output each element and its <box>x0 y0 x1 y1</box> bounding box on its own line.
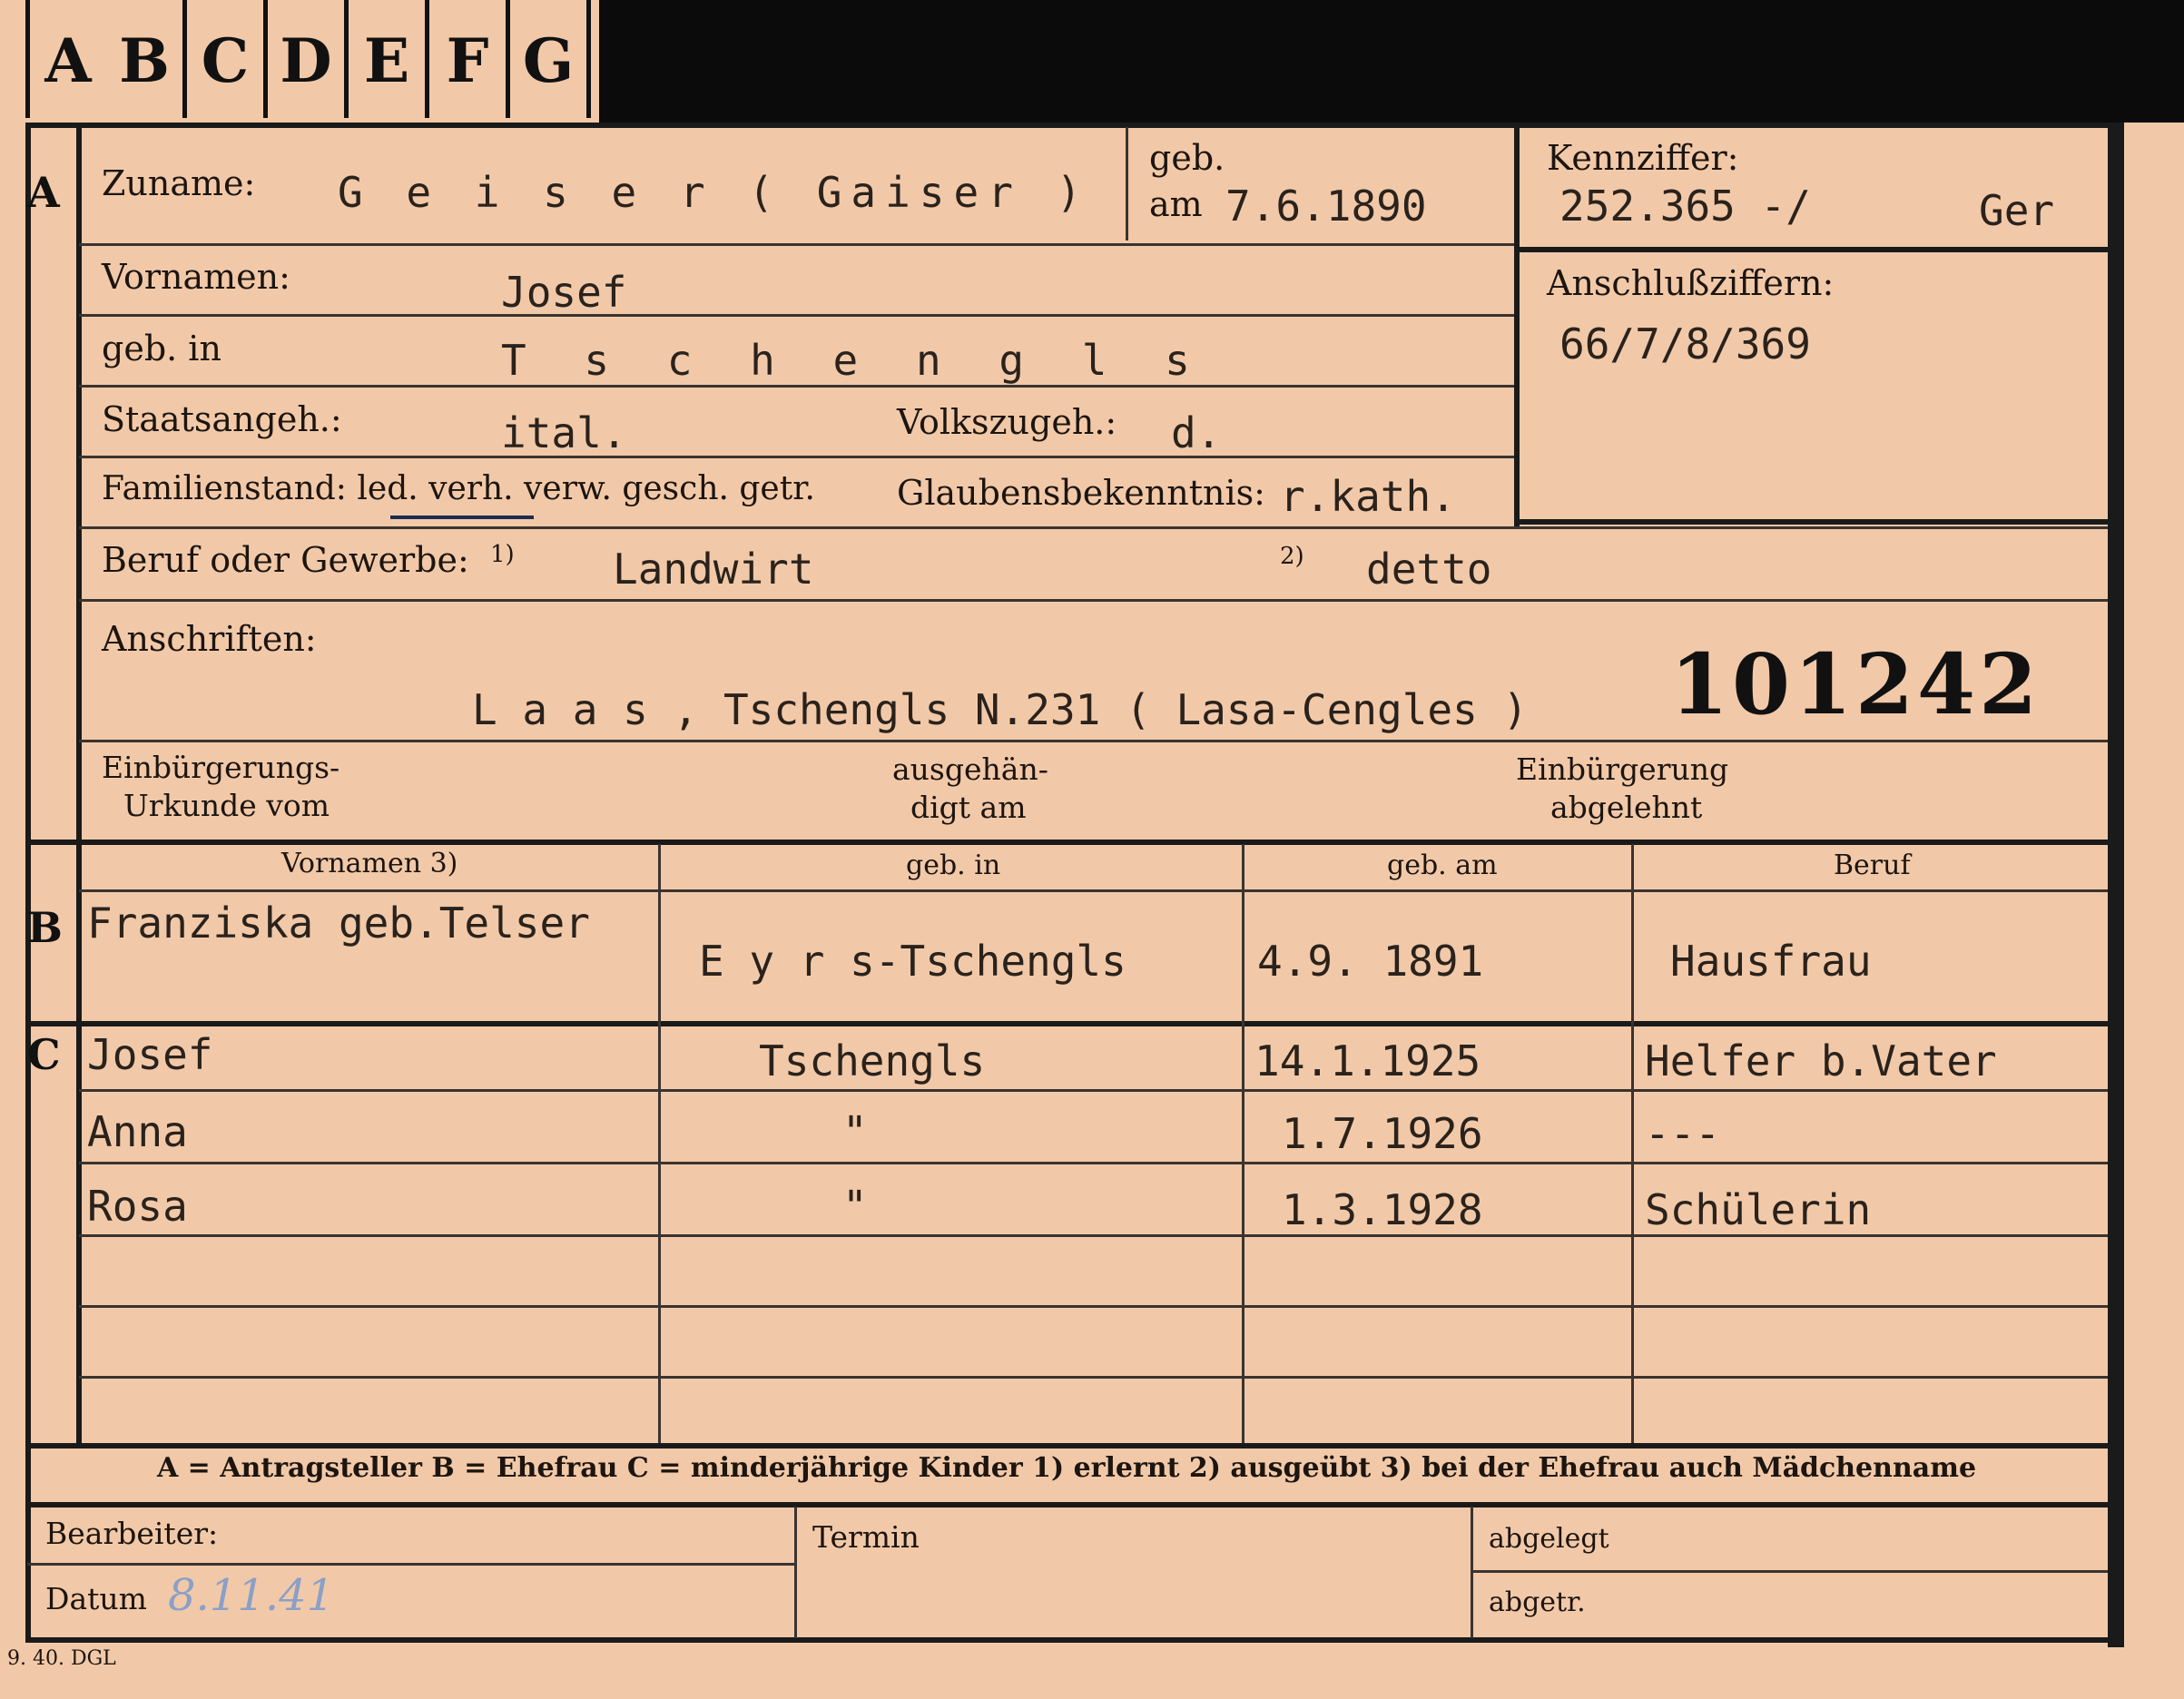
spouse-name: Franziska geb.Telser <box>87 899 590 948</box>
naturalization-certificate-label-1: Einbürgerungs- <box>102 750 340 785</box>
surname-label: Zuname: <box>102 163 256 203</box>
occupation-footnote-1: 1) <box>490 541 515 568</box>
child-2-name: Anna <box>87 1107 188 1156</box>
table-row-line <box>79 1089 2108 1092</box>
marital-status-underline <box>390 516 534 519</box>
child-2-occupation: --- <box>1645 1109 1721 1158</box>
anschlussziffern-label: Anschlußziffern: <box>1547 263 1835 303</box>
deadline-label: Termin <box>812 1519 920 1555</box>
child-1-birth-date: 14.1.1925 <box>1254 1036 1481 1085</box>
row-line <box>79 385 1514 388</box>
citizenship-label: Staatsangeh.: <box>102 399 342 439</box>
tab-a[interactable]: A <box>25 0 111 118</box>
legend-text: A = Antragsteller B = Ehefrau C = minderjährige Kinder 1) erlernt 2) ausgeübt 3) bei der Ehefrau auch Mädchenname <box>156 1452 1977 1484</box>
posted-on-label-1: ausgehän- <box>892 751 1048 787</box>
divider <box>1126 127 1128 241</box>
kennziffer-box-left <box>1514 127 1520 526</box>
row-line <box>79 740 2108 742</box>
row-line <box>79 456 1514 458</box>
birthplace-label: geb. in <box>102 329 221 368</box>
filed-label: abgelegt <box>1489 1523 1609 1555</box>
kennziffer-box-divider <box>1514 247 2108 252</box>
processor-label: Bearbeiter: <box>45 1516 219 1551</box>
row-line <box>79 526 2108 529</box>
child-2-birthplace: " <box>842 1107 868 1156</box>
naturalization-rejected-label-2: abgelehnt <box>1550 790 1703 825</box>
tab-c[interactable]: C <box>187 0 268 118</box>
table-col-divider <box>1631 844 1634 1443</box>
kennziffer-value: 252.365 -/ <box>1559 182 1811 231</box>
legend-bottom <box>25 1502 2108 1507</box>
removed-label: abgetr. <box>1489 1586 1586 1618</box>
birth-date-label-geb: geb. <box>1149 138 1225 178</box>
spouse-occupation: Hausfrau <box>1670 937 1872 986</box>
col-header-occupation: Beruf <box>1834 850 1911 881</box>
section-b-top <box>25 840 2108 845</box>
kennziffer-suffix: Ger <box>1979 186 2055 235</box>
tab-f[interactable]: F <box>429 0 510 118</box>
religion-label: Glaubensbekenntnis: <box>897 473 1265 513</box>
ethnicity-value: d. <box>1171 408 1222 457</box>
child-3-occupation: Schülerin <box>1645 1185 1872 1234</box>
occupation-learned-value: Landwirt <box>613 545 814 594</box>
col-header-birthplace: geb. in <box>906 850 1001 881</box>
surname-value: G e i s e r ( Gaiser ) <box>338 168 1091 217</box>
birthplace-value: T s c h e n g l s <box>501 336 1206 385</box>
spouse-birth-date: 4.9. 1891 <box>1257 937 1484 986</box>
section-divider <box>76 123 82 1443</box>
ethnicity-label: Volkszugeh.: <box>897 402 1117 442</box>
occupation-practiced-value: detto <box>1366 545 1492 594</box>
religion-value: r.kath. <box>1280 472 1456 521</box>
table-row-line <box>79 1305 2108 1308</box>
tab-d[interactable]: D <box>268 0 349 118</box>
top-black-band <box>599 0 2184 123</box>
child-2-birth-date: 1.7.1926 <box>1282 1109 1483 1158</box>
row-line <box>79 243 1514 246</box>
naturalization-rejected-label-1: Einbürgerung <box>1516 751 1729 787</box>
table-row-line <box>79 1162 2108 1164</box>
birth-date-label-am: am <box>1149 184 1203 224</box>
table-row-line <box>79 1234 2108 1237</box>
posted-on-label-2: digt am <box>910 790 1027 825</box>
first-names-value: Josef <box>501 268 627 317</box>
child-1-occupation: Helfer b.Vater <box>1645 1036 1997 1085</box>
tab-b[interactable]: B <box>106 0 187 118</box>
birth-date-value: 7.6.1890 <box>1225 182 1427 231</box>
section-c-top <box>25 1021 2108 1026</box>
first-names-label: Vornamen: <box>102 257 290 297</box>
section-letter-a: A <box>27 168 60 217</box>
spouse-birthplace: E y r s-Tschengls <box>699 937 1126 986</box>
child-3-name: Rosa <box>87 1182 188 1231</box>
divider <box>794 1507 797 1638</box>
tab-e[interactable]: E <box>349 0 429 118</box>
col-header-first-names: Vornamen 3) <box>281 848 458 879</box>
row-line <box>1471 1570 2108 1573</box>
printer-mark: 9. 40. DGL <box>7 1647 116 1670</box>
occupation-footnote-2: 2) <box>1280 543 1304 570</box>
section-letter-c: C <box>27 1030 61 1079</box>
child-3-birthplace: " <box>842 1182 868 1231</box>
col-header-birth-date: geb. am <box>1387 850 1498 881</box>
row-line <box>79 599 2108 602</box>
marital-status-label: Familienstand: led. verh. verw. gesch. getr. <box>102 470 815 507</box>
section-letter-b: B <box>27 903 63 952</box>
child-1-birthplace: Tschengls <box>759 1036 986 1085</box>
citizenship-value: ital. <box>501 408 627 457</box>
handwritten-date: 8.11.41 <box>168 1570 335 1621</box>
kennziffer-label: Kennziffer: <box>1547 138 1739 178</box>
child-1-name: Josef <box>87 1030 213 1079</box>
date-label: Datum <box>45 1581 147 1616</box>
child-3-birth-date: 1.3.1928 <box>1282 1185 1483 1234</box>
kennziffer-box-bottom <box>1514 519 2108 525</box>
address-value: L a a s , Tschengls N.231 ( Lasa-Cengles ) <box>472 685 1529 734</box>
row-line <box>79 314 1514 317</box>
naturalization-certificate-label-2: Urkunde vom <box>123 788 330 823</box>
tab-g[interactable]: G <box>510 0 591 118</box>
table-row-line <box>79 1376 2108 1379</box>
legend-top <box>25 1443 2108 1449</box>
header-underline <box>79 889 2108 892</box>
occupation-label: Beruf oder Gewerbe: <box>102 540 469 580</box>
stamp-number: 101242 <box>1670 635 2041 733</box>
table-col-divider <box>1242 844 1244 1443</box>
table-col-divider <box>658 844 661 1443</box>
row-line <box>27 1563 794 1566</box>
address-label: Anschriften: <box>102 619 317 659</box>
anschlussziffern-value: 66/7/8/369 <box>1559 319 1811 368</box>
card-edge-shadow <box>2108 123 2124 1647</box>
